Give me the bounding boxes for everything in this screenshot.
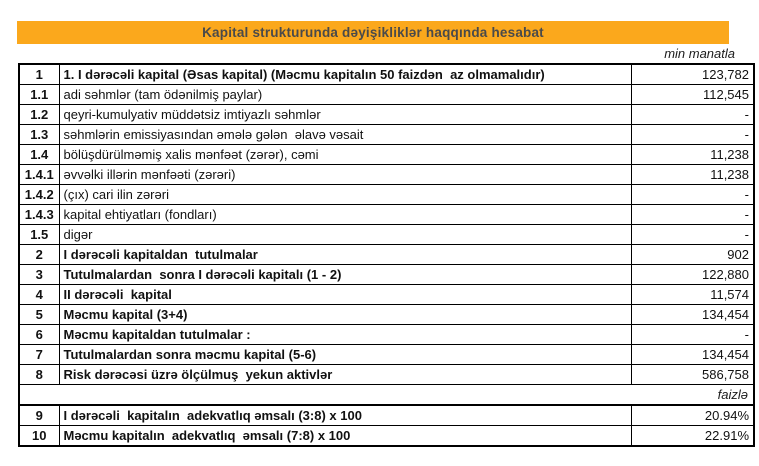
row-value-cell: 902	[631, 245, 754, 265]
row-value-cell: 20.94%	[631, 405, 754, 426]
table-row	[19, 205, 754, 225]
table-row	[19, 105, 754, 125]
row-number-cell: 5	[19, 305, 59, 325]
row-number-cell: 1.2	[19, 105, 59, 125]
row-number-cell: 1.4.2	[19, 185, 59, 205]
table-row	[19, 125, 754, 145]
row-value-cell: -	[631, 185, 754, 205]
row-label-cell: I dərəcəli kapitalın adekvatlıq əmsalı (3:8) x 100	[59, 405, 631, 426]
row-number-cell: 1	[19, 64, 59, 85]
row-label-cell: qeyri-kumulyativ müddətsiz imtiyazlı səhmlər	[59, 105, 631, 125]
row-label-cell: Məcmu kapitaldan tutulmalar :	[59, 325, 631, 345]
table-row	[19, 345, 754, 365]
row-number-cell: 1.3	[19, 125, 59, 145]
row-number-cell: 7	[19, 345, 59, 365]
row-label-cell: 1. I dərəcəli kapital (Əsas kapital) (Məcmu kapitalın 50 faizdən az olmamalıdır)	[59, 64, 631, 85]
row-value-cell: -	[631, 205, 754, 225]
row-value-cell: 11,574	[631, 285, 754, 305]
row-number-cell: 1.4.1	[19, 165, 59, 185]
row-value-cell: 134,454	[631, 305, 754, 325]
row-value-cell: 22.91%	[631, 426, 754, 447]
row-value-cell: 11,238	[631, 145, 754, 165]
row-number-cell: 1.5	[19, 225, 59, 245]
table-row	[19, 426, 754, 447]
row-label-cell: Tutulmalardan sonra məcmu kapital (5-6)	[59, 345, 631, 365]
row-number-cell: 1.4	[19, 145, 59, 165]
table-row	[19, 165, 754, 185]
row-value-cell: 134,454	[631, 345, 754, 365]
row-label-cell: adi səhmlər (tam ödənilmiş paylar)	[59, 85, 631, 105]
report-title: Kapital strukturunda dəyişikliklər haqqında hesabat	[202, 25, 544, 40]
table-row	[19, 64, 754, 85]
row-number-cell: 10	[19, 426, 59, 447]
row-label-cell: bölüşdürülməmiş xalis mənfəət (zərər), cəmi	[59, 145, 631, 165]
row-label-cell: digər	[59, 225, 631, 245]
row-label-cell: Məcmu kapitalın adekvatlıq əmsalı (7:8) x 100	[59, 426, 631, 447]
table-row	[19, 245, 754, 265]
row-value-cell: 112,545	[631, 85, 754, 105]
row-value-cell: -	[631, 225, 754, 245]
row-number-cell: 1.1	[19, 85, 59, 105]
row-number-cell: 4	[19, 285, 59, 305]
row-label-cell: II dərəcəli kapital	[59, 285, 631, 305]
row-number-cell: 8	[19, 365, 59, 385]
report-title-bar	[17, 21, 729, 44]
row-number-cell: 6	[19, 325, 59, 345]
row-label-cell: kapital ehtiyatları (fondları)	[59, 205, 631, 225]
row-label-cell: Məcmu kapital (3+4)	[59, 305, 631, 325]
table-row	[19, 285, 754, 305]
table-row	[19, 85, 754, 105]
row-label-cell: səhmlərin emissiyasından əmələ gələn əlavə vəsait	[59, 125, 631, 145]
table-row	[19, 365, 754, 385]
table-row	[19, 405, 754, 426]
table-row	[19, 225, 754, 245]
row-label-cell: Tutulmalardan sonra I dərəcəli kapitalı (1 - 2)	[59, 265, 631, 285]
table-row	[19, 265, 754, 285]
unit-note-min-manatla: min manatla	[664, 46, 735, 61]
table-row	[19, 305, 754, 325]
row-label-cell: əvvəlki illərin mənfəəti (zərəri)	[59, 165, 631, 185]
row-label-cell: (çıx) cari ilin zərəri	[59, 185, 631, 205]
row-number-cell: 9	[19, 405, 59, 426]
table-row	[19, 325, 754, 345]
table-row	[19, 145, 754, 165]
row-value-cell: 11,238	[631, 165, 754, 185]
row-value-cell: 122,880	[631, 265, 754, 285]
row-value-cell: -	[631, 125, 754, 145]
row-value-cell: -	[631, 105, 754, 125]
row-value-cell: 123,782	[631, 64, 754, 85]
unit-note-row	[19, 385, 754, 406]
capital-structure-table	[18, 63, 755, 447]
row-label-cell: I dərəcəli kapitaldan tutulmalar	[59, 245, 631, 265]
unit-note-faizle: faizlə	[19, 385, 754, 406]
row-number-cell: 3	[19, 265, 59, 285]
row-number-cell: 1.4.3	[19, 205, 59, 225]
row-label-cell: Risk dərəcəsi üzrə ölçülmuş yekun aktivlər	[59, 365, 631, 385]
row-value-cell: 586,758	[631, 365, 754, 385]
row-number-cell: 2	[19, 245, 59, 265]
row-value-cell: -	[631, 325, 754, 345]
table-row	[19, 185, 754, 205]
